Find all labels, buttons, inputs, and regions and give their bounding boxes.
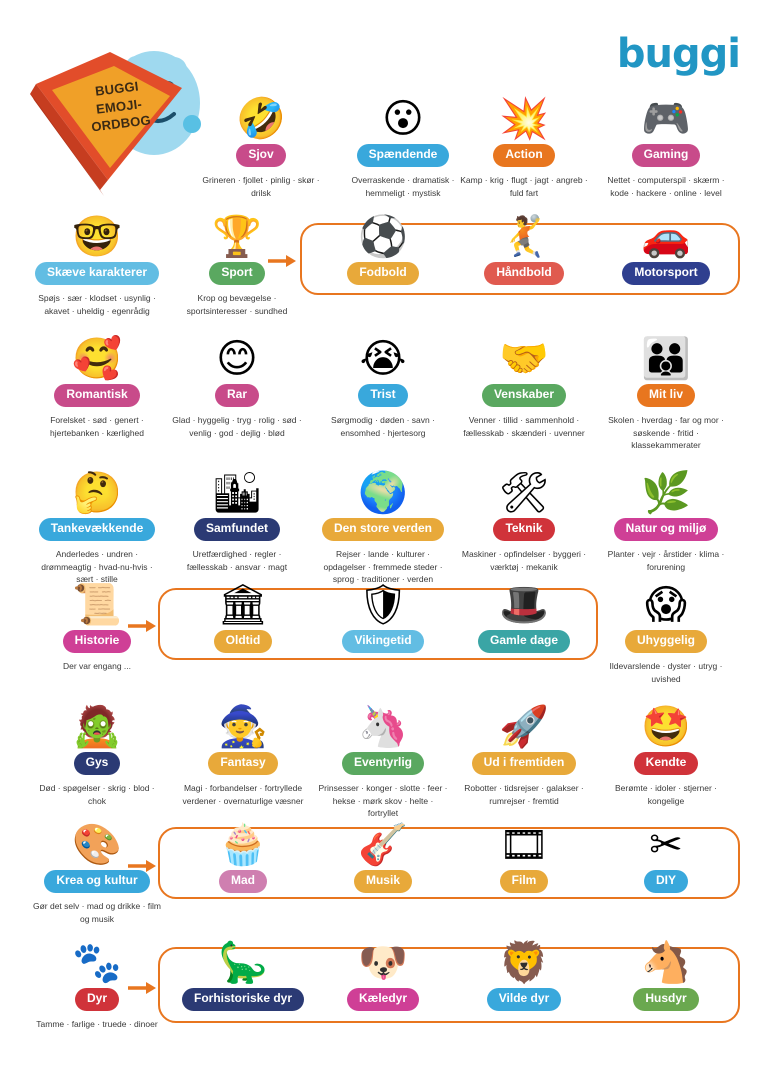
category-pill[interactable]: Mad [219, 870, 267, 893]
category-historie[interactable] [26, 582, 168, 673]
category-tankevaekkende[interactable] [26, 470, 168, 586]
category-description: Ildevarslende · dyster · utryg · uvished [609, 660, 723, 684]
category-motorsport[interactable] [595, 214, 737, 285]
category-description: Der var engang ... [62, 660, 132, 671]
category-gamle-dage[interactable] [453, 582, 595, 653]
category-pill[interactable]: Motorsport [622, 262, 709, 285]
book-title-line-1: BUGGI [94, 78, 140, 99]
category-description: Rejser · lande · kulturer · opdagelser · fremmede steder · sprog · traditioner · verden [323, 548, 443, 585]
category-kendte[interactable] [595, 704, 737, 807]
category-pill[interactable]: Spændende [357, 144, 450, 167]
category-description: Tamme · farlige · truede · dinoer [36, 1018, 158, 1029]
category-description: Sørgmodig · døden · savn · ensomhed · hjertesorg [331, 414, 435, 438]
category-skaeve-karakterer[interactable] [26, 214, 168, 317]
category-krea-og-kultur[interactable] [26, 822, 168, 925]
category-description: Prinsesser · konger · slotte · feer · hekse · mørk skov · helte · fortryllet [318, 782, 448, 819]
category-uhyggelig[interactable] [595, 582, 737, 685]
book-title-line-3: ORDBOG [90, 112, 152, 135]
book-title-line-2: EMOJI- [95, 95, 143, 117]
category-pill[interactable]: Den store verden [322, 518, 444, 541]
category-pill[interactable]: DIY [644, 870, 688, 893]
category-den-store-verden[interactable] [312, 470, 454, 586]
category-pill[interactable]: Vikingetid [342, 630, 423, 653]
smiling-face-with-smiling-eyes-emoji: 😊 [216, 336, 258, 382]
category-pill[interactable]: Kæledyr [347, 988, 419, 1011]
category-pill[interactable]: Skæve karakterer [35, 262, 159, 285]
racing-car-emoji: 🚗 [641, 214, 691, 260]
category-pill[interactable]: Vilde dyr [487, 988, 561, 1011]
category-description: Berømte · idoler · stjerner · kongelige [614, 782, 718, 806]
zombie-emoji: 🧟 [72, 704, 122, 750]
category-samfundet[interactable] [166, 470, 308, 573]
category-description: Glad · hyggelig · tryg · rolig · sød · venlig · god · dejlig · blød [172, 414, 302, 438]
category-pill[interactable]: Natur og miljø [614, 518, 719, 541]
lion-face-emoji: 🦁 [499, 940, 549, 986]
category-description: Robotter · tidsrejser · galakser · rumrejser · fremtid [464, 782, 584, 806]
category-sport[interactable] [166, 214, 308, 317]
video-game-controller-emoji: 🎮 [641, 96, 691, 142]
category-vikingetid[interactable] [312, 582, 454, 653]
category-gaming[interactable] [595, 96, 737, 199]
category-description: Forelsket · sød · genert · hjertebanken · kærlighed [49, 414, 145, 438]
top-hat-emoji: 🎩 [499, 582, 549, 628]
category-diy[interactable] [595, 822, 737, 893]
category-mad[interactable] [172, 822, 314, 893]
person-playing-handball-emoji: 🤾 [499, 214, 549, 260]
category-oldtid[interactable] [172, 582, 314, 653]
category-pill[interactable]: Trist [358, 384, 407, 407]
smiling-face-with-hearts-emoji: 🥰 [72, 336, 122, 382]
astonished-face-emoji: 😮 [382, 96, 424, 142]
category-pill[interactable]: Gys [74, 752, 121, 775]
category-description: Magi · forbandelser · fortryllede verdener · overnaturlige væsner [182, 782, 304, 806]
category-vilde-dyr[interactable] [453, 940, 595, 1011]
category-description: Planter · vejr · årstider · klima · forurening [607, 548, 725, 572]
category-pill[interactable]: Gamle dage [478, 630, 570, 653]
cityscape-emoji: 🏙 [211, 470, 263, 516]
paw-prints-emoji: 🐾 [72, 940, 122, 986]
dog-face-emoji: 🐶 [358, 940, 408, 986]
category-venskaber[interactable] [453, 336, 595, 439]
category-husdyr[interactable] [595, 940, 737, 1011]
herb-plant-emoji: 🌿 [641, 470, 691, 516]
globe-showing-europe-africa-emoji: 🌍 [358, 470, 408, 516]
category-pill[interactable]: Venskaber [482, 384, 566, 407]
category-rar[interactable] [166, 336, 308, 439]
category-pill[interactable]: Action [493, 144, 554, 167]
category-pill[interactable]: Forhistoriske dyr [182, 988, 304, 1011]
face-screaming-in-fear-emoji: 😱 [645, 582, 687, 628]
category-pill[interactable]: Film [500, 870, 549, 893]
category-trist[interactable] [312, 336, 454, 439]
category-description: Uretfærdighed · regler · fællesskab · ansvar · magt [186, 548, 288, 572]
thinking-face-emoji: 🤔 [72, 470, 122, 516]
category-description: Venner · tillid · sammenhold · fællesskab · skænderi · uvenner [463, 414, 585, 438]
soccer-ball-emoji: ⚽ [358, 214, 408, 260]
category-pill[interactable]: Samfundet [194, 518, 280, 541]
category-pill[interactable]: Eventyrlig [342, 752, 424, 775]
category-pill[interactable]: Uhyggelig [625, 630, 707, 653]
classical-building-emoji: 🏛 [217, 582, 269, 628]
category-pill[interactable]: Kendte [634, 752, 699, 775]
category-pill[interactable]: Dyr [75, 988, 119, 1011]
category-mit-liv[interactable] [595, 336, 737, 452]
category-pill[interactable]: Musik [354, 870, 412, 893]
category-pill[interactable]: Teknik [493, 518, 554, 541]
hammer-and-wrench-emoji: 🛠 [498, 470, 550, 516]
category-description: Kamp · krig · flugt · jagt · angreb · fuld fart [460, 174, 588, 198]
rolling-on-the-floor-laughing-emoji: 🤣 [236, 96, 286, 142]
category-fantasy[interactable] [172, 704, 314, 807]
category-natur-og-miljo[interactable] [595, 470, 737, 573]
category-film[interactable] [453, 822, 595, 893]
category-description: Anderledes · undren · drømmeagtig · hvad-nu-hvis · sært · stille [41, 548, 153, 585]
category-pill[interactable]: Mit liv [637, 384, 695, 407]
cupcake-emoji: 🧁 [218, 822, 268, 868]
category-forhistoriske-dyr[interactable] [172, 940, 314, 1011]
category-description: Maskiner · opfindelser · byggeri · værktøj · mekanik [461, 548, 587, 572]
loudly-crying-face-emoji: 😭 [359, 336, 407, 382]
category-description: Skolen · hverdag · far og mor · søskende · fritid · klassekammerater [608, 414, 724, 451]
category-action[interactable] [453, 96, 595, 199]
category-eventyrlig[interactable] [312, 704, 454, 820]
category-description: Gør det selv · mad og drikke · film og musik [32, 900, 161, 924]
category-pill[interactable]: Ud i fremtiden [472, 752, 577, 775]
book-illustration [22, 28, 207, 203]
category-musik[interactable] [312, 822, 454, 893]
sauropod-dinosaur-emoji: 🦕 [218, 940, 268, 986]
rocket-emoji: 🚀 [499, 704, 549, 750]
category-fodbold[interactable] [312, 214, 454, 285]
mage-wizard-emoji: 🧙 [218, 704, 268, 750]
scissors-emoji: ✂ [649, 822, 683, 868]
unicorn-emoji: 🦄 [358, 704, 408, 750]
category-description: Død · spøgelser · skrig · blod · chok [39, 782, 155, 806]
category-pill[interactable]: Gaming [632, 144, 701, 167]
trophy-emoji: 🏆 [212, 214, 262, 260]
nerd-face-emoji: 🤓 [72, 214, 122, 260]
category-teknik[interactable] [453, 470, 595, 573]
category-pill[interactable]: Fantasy [208, 752, 277, 775]
star-struck-face-emoji: 🤩 [641, 704, 691, 750]
category-description: Krop og bevægelse · sportsinteresser · sundhed [186, 292, 288, 316]
category-description: Overraskende · dramatisk · hemmeligt · mystisk [351, 174, 455, 198]
category-ud-i-fremtiden[interactable] [453, 704, 595, 807]
artist-palette-emoji: 🎨 [72, 822, 122, 868]
category-romantisk[interactable] [26, 336, 168, 439]
category-gys[interactable] [26, 704, 168, 807]
category-dyr[interactable] [26, 940, 168, 1031]
category-description: Grineren · fjollet · pinlig · skør · drilsk [202, 174, 320, 198]
category-pill[interactable]: Håndbold [484, 262, 563, 285]
category-pill[interactable]: Rar [215, 384, 259, 407]
category-handbold[interactable] [453, 214, 595, 285]
category-pill[interactable]: Oldtid [214, 630, 273, 653]
category-pill[interactable]: Sport [209, 262, 264, 285]
handshake-emoji: 🤝 [499, 336, 549, 382]
category-description: Spøjs · sær · klodset · usynlig · akavet · uheldig · egenrådig [38, 292, 156, 316]
category-kaeledyr[interactable] [312, 940, 454, 1011]
category-pill[interactable]: Tankevækkende [39, 518, 156, 541]
category-description: Nettet · computerspil · skærm · kode · hackere · online · level [607, 174, 725, 198]
scroll-document-emoji: 📜 [72, 582, 122, 628]
buggi-logo [616, 31, 740, 77]
logo-text-bug: buggi [616, 31, 740, 77]
horse-face-emoji: 🐴 [641, 940, 691, 986]
collision-emoji: 💥 [499, 96, 549, 142]
category-pill[interactable]: Husdyr [633, 988, 698, 1011]
category-pill[interactable]: Romantisk [54, 384, 139, 407]
guitar-emoji: 🎸 [358, 822, 408, 868]
category-pill[interactable]: Historie [63, 630, 132, 653]
category-sjov[interactable] [190, 96, 332, 199]
shield-emoji: 🛡 [357, 582, 409, 628]
category-pill[interactable]: Krea og kultur [44, 870, 149, 893]
family-emoji: 👪 [641, 336, 691, 382]
film-frames-emoji: 🎞 [498, 822, 550, 868]
category-pill[interactable]: Fodbold [347, 262, 418, 285]
category-pill[interactable]: Sjov [236, 144, 285, 167]
